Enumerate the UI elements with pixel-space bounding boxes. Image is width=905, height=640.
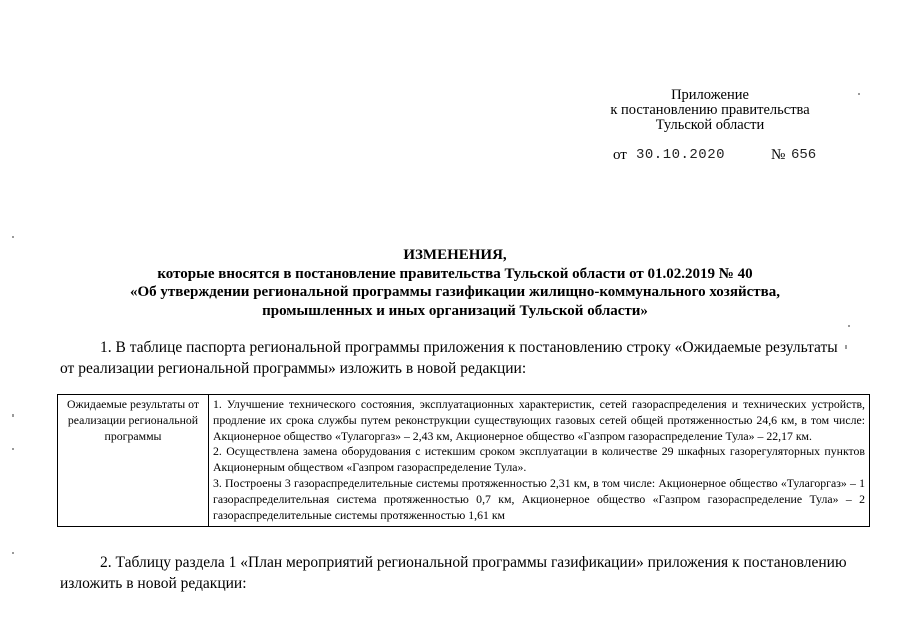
heading-line-2: которые вносятся в постановление правительства Тульской области от 01.02.2019 № 40 — [157, 265, 753, 282]
heading-line-4: промышленных и иных организаций Тульской области» — [262, 302, 648, 319]
row-label-cell: Ожидаемые результаты от реализации региональной программы — [58, 395, 209, 527]
paragraph-1-line-2: от реализации региональной программы» изложить в новой редакции: — [60, 360, 527, 377]
paragraph-2-line-2: изложить в новой редакции: — [60, 575, 247, 592]
paragraph-1-line-1: 1. В таблице паспорта региональной программы приложения к постановлению строку «Ожидаемые результаты — [100, 339, 838, 356]
paragraph-2-line-1: 2. Таблицу раздела 1 «План мероприятий региональной программы газификации» приложения к постановлению — [100, 554, 847, 571]
document-heading — [40, 246, 870, 320]
scan-speck — [12, 552, 14, 554]
decree-number: 656 — [791, 147, 817, 163]
scan-speck — [12, 236, 14, 238]
scan-speck — [12, 414, 14, 417]
result-item-3: 3. Построены 3 газораспределительные системы протяженностью 2,31 км, в том числе: Акционерное общество «Тулагоргаз» – 1 газораспределительная система протяженностью 0,7 км, Акционерное общество «Газпром газораспределение Тула» – 2 газораспределительные системы протяженностью 1,61 км — [213, 475, 865, 522]
table-row — [58, 395, 870, 527]
heading-line-3: «Об утверждении региональной программы газификации жилищно-коммунального хозяйства, — [130, 284, 780, 300]
annex-title: Приложение — [671, 87, 749, 103]
annex-region: Тульской области — [655, 117, 765, 133]
annex-subtitle: к постановлению правительства — [610, 102, 810, 118]
scan-speck — [858, 93, 860, 95]
decree-date-prefix: от — [613, 147, 627, 163]
passport-table — [57, 394, 870, 527]
row-value-cell — [209, 395, 870, 527]
decree-number-prefix: № — [771, 147, 786, 163]
scan-speck — [12, 448, 14, 450]
heading-title: ИЗМЕНЕНИЯ, — [403, 247, 507, 263]
annex-block — [560, 88, 860, 133]
result-item-2: 2. Осуществлена замена оборудования с истекшим сроком эксплуатации в количестве 29 шкафных газорегуляторных пунктов Акционерным обществом «Газпром газораспределение Тула». — [213, 444, 865, 475]
scan-speck — [848, 325, 850, 327]
scan-speck — [845, 345, 847, 349]
decree-date: 30.10.2020 — [636, 147, 726, 163]
result-item-1: 1. Улучшение технического состояния, эксплуатационных характеристик, сетей газораспределения и технических устройств, продление их срока службы путем реконструкции существующих газовых сетей общей протяженностью 24,6 км, в том числе: Акционерное общество «Тулагоргаз» – 2,43 км, Акционерное общество «Газпром газораспределение Тула» – 22,17 км. — [213, 397, 865, 443]
